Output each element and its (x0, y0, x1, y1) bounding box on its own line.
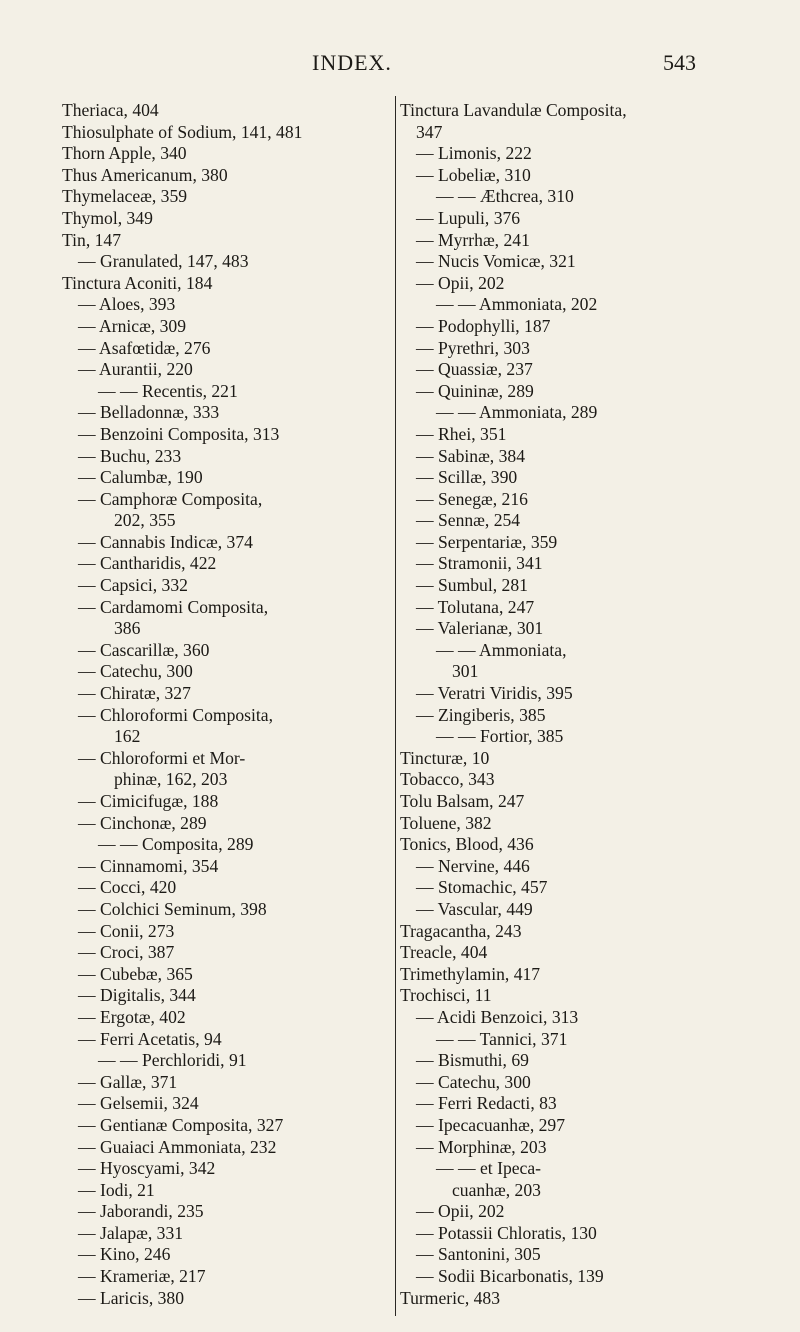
index-entry: — Jaborandi, 235 (78, 1201, 204, 1222)
index-entry: — — Composita, 289 (98, 834, 254, 855)
index-entry: — Catechu, 300 (78, 661, 193, 682)
index-entry: — Benzoini Composita, 313 (78, 423, 280, 444)
index-entry: — Potassii Chloratis, 130 (416, 1222, 597, 1243)
index-entry: — Stramonii, 341 (416, 553, 543, 574)
index-entry: — Vascular, 449 (416, 898, 533, 919)
index-entry: — Podophylli, 187 (416, 315, 551, 336)
index-entry: — Aloes, 393 (78, 294, 176, 315)
index-entry: — — Ammoniata, 202 (436, 294, 598, 315)
index-entry: — Sabinæ, 384 (416, 445, 525, 466)
index-entry: — Colchici Seminum, 398 (78, 898, 267, 919)
index-entry: — Chiratæ, 327 (78, 683, 191, 704)
index-entry: — Quassiæ, 237 (416, 359, 533, 380)
index-entry: Tin, 147 (62, 229, 122, 250)
index-entry: — Belladonnæ, 333 (78, 402, 220, 423)
index-entry: — Aurantii, 220 (78, 359, 193, 380)
index-entry: Theriaca, 404 (62, 100, 159, 120)
index-entry: Trimethylamin, 417 (400, 963, 541, 984)
page-header (0, 50, 800, 80)
index-entry: — Laricis, 380 (78, 1287, 185, 1308)
index-entry: — — Tannici, 371 (436, 1028, 568, 1049)
index-entry: — Sumbul, 281 (416, 575, 528, 596)
index-entry: — Tolutana, 247 (416, 596, 535, 617)
index-entry: — Cantharidis, 422 (78, 553, 217, 574)
running-title: INDEX. (312, 50, 392, 75)
index-entry: — Nervine, 446 (416, 855, 530, 876)
index-entry: Turmeric, 483 (400, 1287, 501, 1308)
index-entry: — Scillæ, 390 (416, 467, 518, 488)
index-entry: phinæ, 162, 203 (114, 769, 228, 790)
index-entry: — Iodi, 21 (78, 1179, 155, 1200)
index-entry: — Sennæ, 254 (416, 510, 521, 531)
index-entry: — Cinnamomi, 354 (78, 855, 219, 876)
index-entry: — Myrrhæ, 241 (416, 229, 530, 250)
index-entry: — Digitalis, 344 (78, 985, 196, 1006)
index-entry: — — Perchloridi, 91 (98, 1050, 247, 1071)
index-entry: 301 (452, 661, 479, 682)
index-entry: — Ferri Acetatis, 94 (78, 1028, 222, 1049)
index-entry: — Jalapæ, 331 (78, 1222, 184, 1243)
index-entry: — Conii, 273 (78, 920, 175, 941)
index-entry: — Acidi Benzoici, 313 (416, 1006, 579, 1027)
index-entry: — Croci, 387 (78, 942, 175, 963)
index-entry: — Morphinæ, 203 (416, 1136, 547, 1157)
index-entry: — Veratri Viridis, 395 (416, 683, 573, 704)
index-entry: Tinctura Aconiti, 184 (62, 272, 213, 293)
index-entry: — Camphoræ Composita, (78, 488, 263, 509)
index-entry: — — Fortior, 385 (436, 726, 564, 747)
index-entry: — Nucis Vomicæ, 321 (416, 251, 576, 272)
index-entry: — Krameriæ, 217 (78, 1266, 206, 1287)
index-entry: — Chloroformi Composita, (78, 704, 273, 725)
index-entry: — Cardamomi Composita, (78, 596, 269, 617)
index-entry: — — Ammoniata, 289 (436, 402, 598, 423)
index-entry: — Ipecacuanhæ, 297 (416, 1114, 566, 1135)
index-entry: — — Recentis, 221 (98, 380, 238, 401)
index-entry: — Guaiaci Ammoniata, 232 (78, 1136, 277, 1157)
index-entry: — Cubebæ, 365 (78, 963, 193, 984)
index-entry: — Quininæ, 289 (416, 380, 534, 401)
index-entry: — Lobeliæ, 310 (416, 164, 531, 185)
index-entry: — Cinchonæ, 289 (78, 812, 207, 833)
index-entry: — Gallæ, 371 (78, 1071, 178, 1092)
index-entry: Thorn Apple, 340 (62, 143, 187, 164)
index-entry: Tragacantha, 243 (400, 920, 522, 941)
index-entry: — Arnicæ, 309 (78, 315, 187, 336)
index-entry: — Stomachic, 457 (416, 877, 548, 898)
index-entry: — Ergotæ, 402 (78, 1006, 186, 1027)
index-entry: — Capsici, 332 (78, 575, 188, 596)
index-entry: — Cascarillæ, 360 (78, 639, 210, 660)
index-entry: — Serpentariæ, 359 (416, 531, 558, 552)
index-entry: Treacle, 404 (400, 942, 488, 963)
index-entry: — Rhei, 351 (416, 423, 507, 444)
index-entry: — Chloroformi et Mor- (78, 747, 246, 768)
column-divider (395, 96, 396, 1316)
index-entry: — Gentianæ Composita, 327 (78, 1114, 284, 1135)
index-column-right (400, 100, 740, 1309)
index-entry: 162 (114, 726, 141, 747)
index-entry: — Senegæ, 216 (416, 488, 528, 509)
index-entry: Thymol, 349 (62, 207, 153, 228)
index-entry: Thiosulphate of Sodium, 141, 481 (62, 121, 303, 142)
index-entry: — — Ammoniata, (436, 639, 567, 660)
index-entry: Thus Americanum, 380 (62, 164, 228, 185)
index-entry: — Lupuli, 376 (416, 207, 521, 228)
index-entry: — Bismuthi, 69 (416, 1050, 529, 1071)
index-entry: Tolu Balsam, 247 (400, 791, 525, 811)
index-entry: Tinctura Lavandulæ Composita, (400, 100, 627, 120)
index-entry: — Hyoscyami, 342 (78, 1158, 216, 1179)
index-entry: — Buchu, 233 (78, 445, 182, 466)
index-entry: — Cannabis Indicæ, 374 (78, 531, 253, 552)
index-entry: — Valerianæ, 301 (416, 618, 544, 639)
index-entry: Tobacco, 343 (400, 769, 495, 790)
index-entry: 202, 355 (114, 510, 176, 531)
index-entry: — Opii, 202 (416, 1201, 505, 1222)
index-entry: — — et Ipeca- (436, 1158, 542, 1179)
index-entry: Thymelaceæ, 359 (62, 186, 188, 207)
index-entry: — Asafœtidæ, 276 (78, 337, 211, 358)
index-entry: Trochisci, 11 (400, 985, 492, 1006)
index-entry: — Kino, 246 (78, 1244, 171, 1265)
index-entry: — Opii, 202 (416, 272, 505, 293)
index-entry: 347 (416, 121, 443, 142)
index-entry: — — Æthcrea, 310 (436, 186, 574, 207)
page-number: 543 (663, 50, 696, 75)
index-entry: Tincturæ, 10 (400, 747, 490, 768)
index-entry: — Santonini, 305 (416, 1244, 541, 1265)
index-entry: — Cimicifugæ, 188 (78, 791, 219, 811)
index-entry: 386 (114, 618, 141, 639)
index-entry: — Pyrethri, 303 (416, 337, 530, 358)
index-entry: — Granulated, 147, 483 (78, 251, 249, 272)
index-entry: — Limonis, 222 (416, 143, 532, 164)
index-entry: — Cocci, 420 (78, 877, 177, 898)
index-entry: — Ferri Redacti, 83 (416, 1093, 557, 1114)
index-entry: Toluene, 382 (400, 812, 492, 833)
index-entry: — Catechu, 300 (416, 1071, 531, 1092)
index-entry: — Calumbæ, 190 (78, 467, 203, 488)
index-entry: Tonics, Blood, 436 (400, 834, 534, 855)
index-entry: — Sodii Bicarbonatis, 139 (416, 1266, 604, 1287)
index-column-left (62, 100, 382, 1309)
index-entry: cuanhæ, 203 (452, 1179, 541, 1200)
index-entry: — Gelsemii, 324 (78, 1093, 199, 1114)
index-entry: — Zingiberis, 385 (416, 704, 546, 725)
